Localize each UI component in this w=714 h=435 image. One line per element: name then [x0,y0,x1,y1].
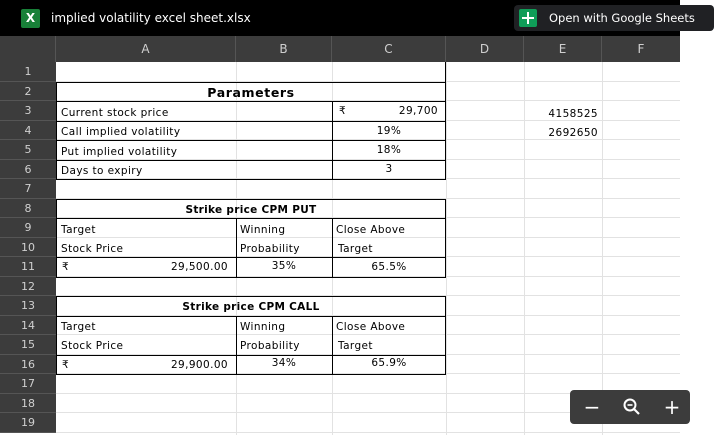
label-put-iv: Put implied volatility [61,146,178,158]
row-header[interactable]: 1 [0,62,56,82]
call-probability-value[interactable]: 34% [271,357,297,369]
label-current-stock-price: Current stock price [61,107,169,119]
zoom-controls [570,390,690,424]
cell-e4[interactable]: 2692650 [548,127,598,139]
put-target-label: Target [61,224,96,236]
put-close-above-label: Close Above [336,224,406,236]
call-stock-price-label: Stock Price [61,340,124,352]
call-block-title: Strike price CPM CALL [182,301,320,313]
spreadsheet-grid[interactable] [0,36,680,435]
title-bar [0,0,695,36]
call-price-value[interactable]: 29,900.00 [170,359,228,371]
days-to-expiry-value[interactable]: 3 [385,163,393,175]
file-title: implied volatility excel sheet.xlsx [51,11,251,25]
call-close-above-label: Close Above [336,321,406,333]
row-header[interactable]: 12 [0,277,56,297]
zoom-button[interactable] [618,390,646,424]
call-target-col-label: Target [338,340,373,352]
label-call-iv: Call implied volatility [61,126,181,138]
put-probability-label: Probability [240,243,300,255]
google-sheets-icon [519,9,537,27]
table-border [56,199,446,200]
row-header[interactable]: 6 [0,160,56,180]
put-price-value[interactable]: 29,500.00 [170,261,228,273]
call-winning-label: Winning [240,321,286,333]
column-header-e[interactable]: E [524,36,602,62]
zoom-icon [621,396,643,418]
row-header[interactable]: 2 [0,82,56,102]
put-close-above-value[interactable]: 65.5% [371,261,407,273]
row-header[interactable]: 10 [0,238,56,258]
put-block-title: Strike price CPM PUT [185,204,317,216]
current-stock-price-value[interactable]: 29,700 [398,105,438,117]
column-header-d[interactable]: D [446,36,524,62]
call-currency-symbol: ₹ [62,359,70,371]
currency-symbol: ₹ [339,105,347,117]
put-currency-symbol: ₹ [62,261,70,273]
put-iv-value[interactable]: 18% [376,144,402,156]
table-border [56,296,446,297]
gridline [446,62,447,435]
put-target-col-label: Target [338,243,373,255]
cell-e3[interactable]: 4158525 [548,108,598,120]
column-header-a[interactable]: A [56,36,236,62]
call-probability-label: Probability [240,340,300,352]
row-header[interactable]: 19 [0,413,56,433]
put-stock-price-label: Stock Price [61,243,124,255]
open-with-label: Open with Google Sheets [549,11,695,25]
row-header[interactable]: 3 [0,101,56,121]
call-target-label: Target [61,321,96,333]
gridline [602,62,603,435]
column-header-b[interactable]: B [236,36,332,62]
row-header[interactable]: 14 [0,316,56,336]
gridline [56,432,680,433]
row-header[interactable]: 11 [0,257,56,277]
row-header[interactable]: 15 [0,335,56,355]
row-header[interactable]: 9 [0,218,56,238]
open-with-google-sheets-button[interactable] [514,5,714,31]
zoom-out-button[interactable]: − [583,395,601,419]
row-header[interactable]: 18 [0,394,56,414]
row-header[interactable]: 16 [0,355,56,375]
row-header[interactable]: 13 [0,296,56,316]
zoom-in-button[interactable]: + [663,395,681,419]
column-header-c[interactable]: C [332,36,446,62]
row-header[interactable]: 8 [0,199,56,219]
parameters-title: Parameters [207,85,295,100]
row-header[interactable]: 7 [0,179,56,199]
column-header-f[interactable]: F [602,36,680,62]
select-all-corner[interactable] [0,36,56,62]
put-winning-label: Winning [240,224,286,236]
row-header[interactable]: 4 [0,121,56,141]
row-header[interactable]: 17 [0,374,56,394]
label-days-to-expiry: Days to expiry [61,165,143,177]
call-close-above-value[interactable]: 65.9% [371,357,407,369]
put-probability-value[interactable]: 35% [271,260,297,272]
call-iv-value[interactable]: 19% [376,125,402,137]
row-header[interactable]: 5 [0,140,56,160]
excel-file-icon: X [21,9,40,28]
